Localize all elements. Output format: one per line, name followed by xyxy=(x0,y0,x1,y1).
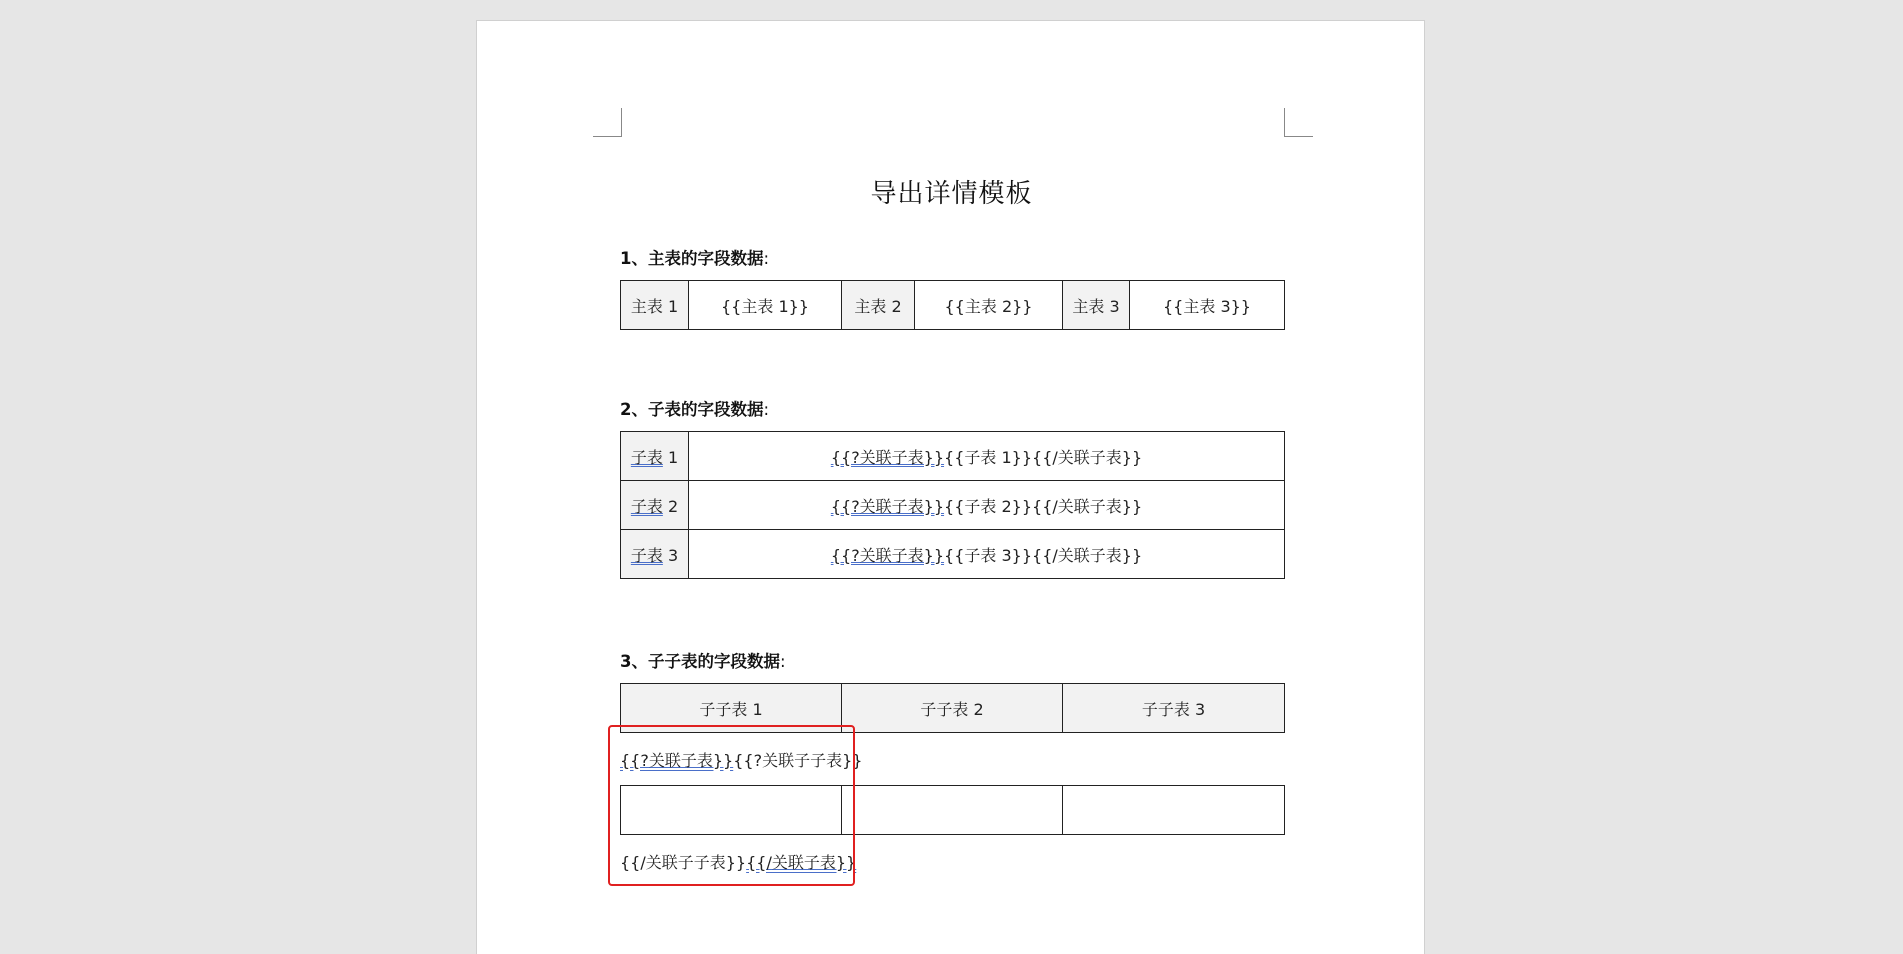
subsub-data-cell-3[interactable] xyxy=(1063,786,1285,835)
section3-heading[interactable] xyxy=(620,648,786,672)
tag-open-relation-subsub: {{?关联子子表}} xyxy=(733,751,863,770)
sub-label-num: 2 xyxy=(662,496,679,516)
document-title[interactable]: 导出详情模板 xyxy=(870,179,1033,209)
table-row xyxy=(621,432,1285,481)
tag-field-rest: {{子表 2}}{{/关联子表}} xyxy=(944,496,1143,516)
tag-field-rest: {{子表 1}}{{/关联子表}} xyxy=(944,447,1143,467)
tag-open-relation: {{?关联子表}} xyxy=(830,447,945,467)
sub-field-value-2[interactable] xyxy=(689,481,1285,530)
section1-heading[interactable] xyxy=(620,245,769,269)
sub-field-label-3[interactable] xyxy=(621,530,689,579)
sub-label-num: 1 xyxy=(662,447,679,467)
section1-heading-colon: : xyxy=(763,249,770,268)
tag-open-relation: {{?关联子表}} xyxy=(830,496,945,516)
sub-label-text: 子表 xyxy=(630,447,663,467)
document-page[interactable] xyxy=(476,20,1425,954)
subsub-header-1[interactable]: 子子表 1 xyxy=(621,684,842,733)
tag-close-relation-subsub: {{/关联子子表}} xyxy=(620,853,747,872)
margin-corner-top-right xyxy=(1284,108,1313,137)
margin-corner-top-left xyxy=(593,108,622,137)
subsub-header-3[interactable]: 子子表 3 xyxy=(1063,684,1285,733)
tag-open-relation: {{?关联子表}} xyxy=(830,545,945,565)
tag-field-rest: {{子表 3}}{{/关联子表}} xyxy=(944,545,1143,565)
sub-field-value-1[interactable] xyxy=(689,432,1285,481)
section3-heading-text: 3、子子表的字段数据 xyxy=(620,652,780,671)
main-field-label-2[interactable]: 主表 2 xyxy=(842,281,915,330)
section2-heading-text: 2、子表的字段数据 xyxy=(620,400,764,419)
main-field-value-3[interactable]: {{主表 3}} xyxy=(1130,281,1285,330)
sub-field-value-3[interactable] xyxy=(689,530,1285,579)
main-field-label-3[interactable]: 主表 3 xyxy=(1063,281,1130,330)
sub-field-label-2[interactable] xyxy=(621,481,689,530)
sub-label-text: 子表 xyxy=(630,496,663,516)
section1-heading-text: 1、主表的字段数据 xyxy=(620,249,764,268)
sub-table[interactable] xyxy=(620,431,1285,579)
subsub-header-2[interactable]: 子子表 2 xyxy=(842,684,1063,733)
main-field-label-1[interactable]: 主表 1 xyxy=(621,281,689,330)
table-row xyxy=(621,281,1285,330)
main-field-value-2[interactable]: {{主表 2}} xyxy=(915,281,1063,330)
sub-field-label-1[interactable] xyxy=(621,432,689,481)
main-field-value-1[interactable]: {{主表 1}} xyxy=(689,281,842,330)
section2-heading-colon: : xyxy=(763,400,770,419)
subsub-data-cell-2[interactable] xyxy=(842,786,1063,835)
tag-open-relation-sub: {{?关联子表}} xyxy=(620,751,734,770)
sub-label-text: 子表 xyxy=(630,545,663,565)
highlight-annotation-box xyxy=(608,725,855,886)
section3-heading-colon: : xyxy=(779,652,786,671)
main-table[interactable] xyxy=(620,280,1285,330)
tag-close-relation-sub: {{/关联子表}} xyxy=(746,853,857,872)
section2-heading[interactable] xyxy=(620,396,769,420)
table-row xyxy=(621,530,1285,579)
table-row xyxy=(621,481,1285,530)
sub-label-num: 3 xyxy=(662,545,679,565)
